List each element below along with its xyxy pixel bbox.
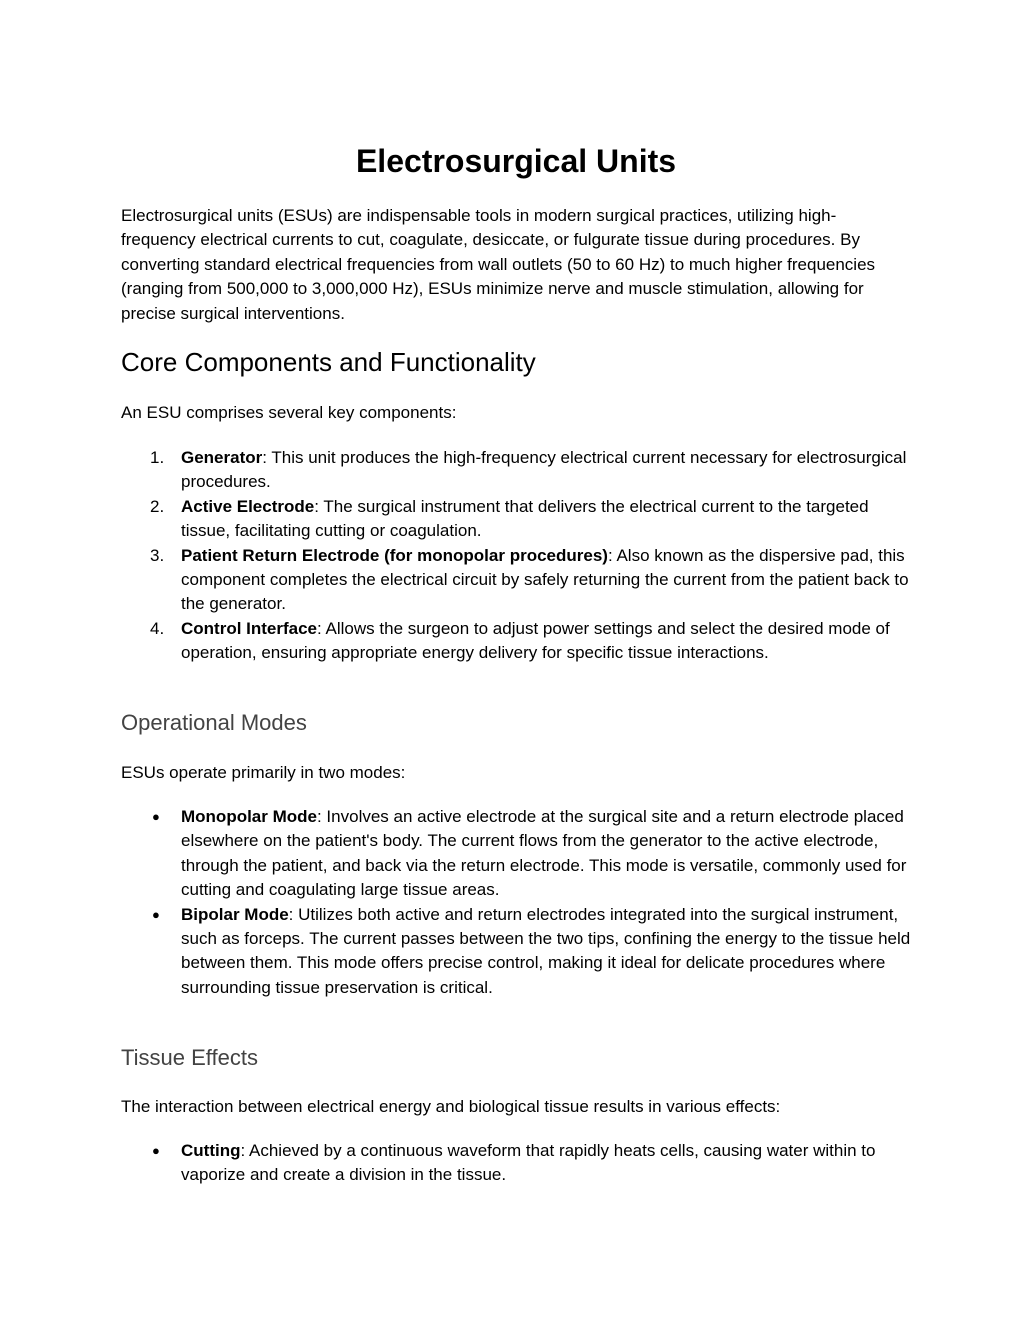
list-item [121,617,911,666]
section-heading-effects: Tissue Effects [121,1045,258,1070]
list-item [121,805,911,903]
modes-lead: ESUs operate primarily in two modes: [121,763,406,782]
effects-list [121,1139,911,1188]
bullet-icon: ● [152,906,160,922]
list-description: : This unit produces the high-frequency electrical current necessary for electrosurgical procedures. [181,448,907,492]
list-description: : Utilizes both active and return electrodes integrated into the surgical instrument, such as forceps. The current passes between the two tips, confining the energy to the tissue held between them. This mode offers precise control, making it ideal for delicate procedures where surrounding tissue preservation is critical. [181,904,911,997]
list-item [121,903,911,1001]
effects-lead: The interaction between electrical energy and biological tissue results in various effects: [121,1097,781,1116]
list-item [121,446,911,495]
intro-paragraph: Electrosurgical units (ESUs) are indispensable tools in modern surgical practices, utilizing high-frequency electrical currents to cut, coagulate, desiccate, or fulgurate tissue during procedures. By converting standard electrical frequencies from wall outlets (50 to 60 Hz) to much higher frequencies (ranging from 500,000 to 3,000,000 Hz), ESUs minimize nerve and muscle stimulation, allowing for precise surgical interventions. [121,206,876,323]
list-term: Generator [181,448,263,467]
section-heading-modes: Operational Modes [121,710,307,735]
section-heading-components: Core Components and Functionality [121,347,536,377]
list-term: Active Electrode [181,496,315,516]
list-number: 4. [150,618,165,638]
list-term: Control Interface [181,618,318,638]
components-list [121,446,911,666]
list-term: Monopolar Mode [181,807,317,826]
list-description: : Involves an active electrode at the surgical site and a return electrode placed elsewhere on the patient's body. The current flows from the generator to the active electrode, through the patient, and back via the return electrode. This mode is versatile, commonly used for cutting and coagulating large tissue areas. [181,807,907,900]
bullet-icon: ● [152,1143,160,1158]
list-item [121,1139,911,1188]
bullet-icon: ● [152,809,160,824]
list-term: Patient Return Electrode (for monopolar procedures) [181,545,608,565]
list-description: : Allows the surgeon to adjust power settings and select the desired mode of operation, ensuring appropriate energy delivery for specific tissue interactions. [181,618,890,663]
list-description: : Also known as the dispersive pad, this component completes the electrical circuit by safely returning the current from the patient back to the generator. [181,545,909,614]
list-item [121,495,911,544]
components-lead: An ESU comprises several key components: [121,403,457,422]
list-number: 1. [150,448,165,467]
list-number: 2. [150,496,165,516]
list-item [121,544,911,617]
modes-list [121,805,911,1000]
list-description: : The surgical instrument that delivers the electrical current to the targeted tissue, facilitating cutting or coagulation. [181,496,869,541]
document-title: Electrosurgical Units [355,143,677,179]
list-term: Cutting [181,1141,241,1160]
list-description: : Achieved by a continuous waveform that rapidly heats cells, causing water within to vaporize and create a division in the tissue. [181,1141,876,1185]
list-number: 3. [150,545,165,565]
list-term: Bipolar Mode [181,904,289,924]
